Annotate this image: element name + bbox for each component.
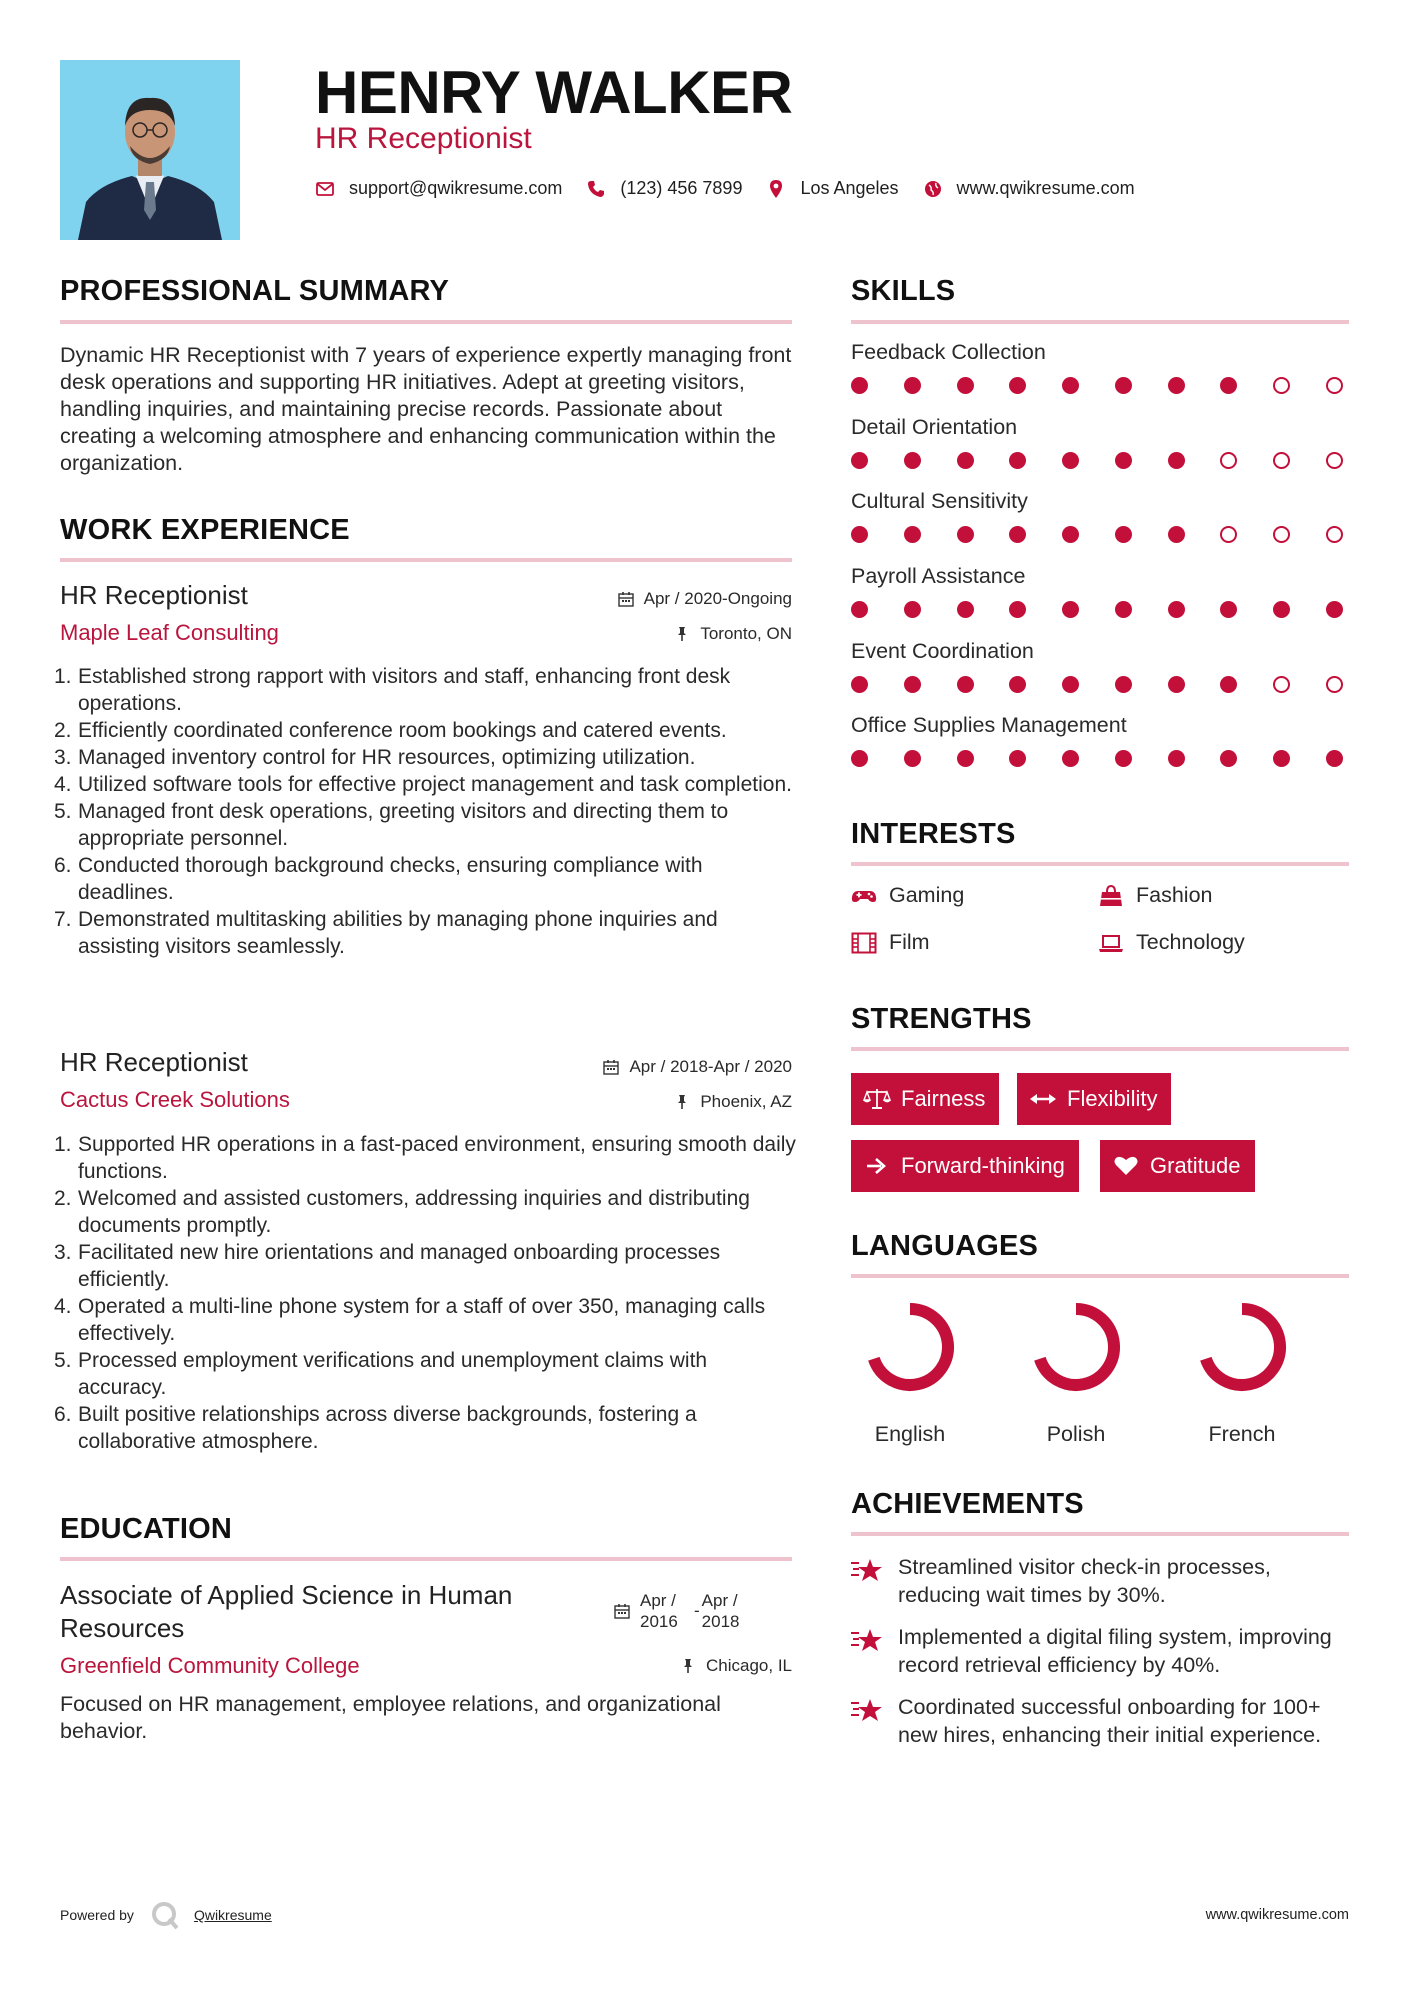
rating-dot-empty	[1326, 377, 1343, 394]
calendar-icon	[603, 1059, 619, 1075]
list-item: 5. Managed front desk operations, greeting visitors and directing them to appropriate personnel.	[54, 800, 729, 850]
job-dates	[603, 1057, 792, 1077]
rating-dot-filled	[851, 526, 868, 543]
balance-scale-icon	[863, 1088, 891, 1110]
gamepad-icon	[851, 885, 877, 907]
list-item: 3. Facilitated new hire orientations and managed onboarding processes efficiently.	[54, 1241, 721, 1291]
rating-dot-filled	[1009, 601, 1026, 618]
education-description: Focused on HR management, employee relations, and organizational behavior.	[60, 1692, 721, 1743]
rating-dot-filled	[1220, 676, 1237, 693]
education-start: Apr / 2016	[640, 1591, 678, 1631]
interest-label: Technology	[1136, 930, 1245, 954]
rating-dot-filled	[1062, 601, 1079, 618]
envelope-icon	[315, 179, 335, 199]
contact-email[interactable]: support@qwikresume.com	[349, 178, 563, 198]
footer-brand-link[interactable]: Qwikresume	[193, 1907, 272, 1923]
contact-website[interactable]: www.qwikresume.com	[956, 178, 1135, 198]
rating-dot-empty	[1273, 452, 1290, 469]
strength-label: Flexibility	[1067, 1086, 1158, 1111]
candidate-role: HR Receptionist	[315, 122, 532, 155]
list-item: 6. Conducted thorough background checks, ensuring compliance with deadlines.	[54, 854, 703, 904]
rating-dot-filled	[1062, 676, 1079, 693]
rating-dot-filled	[1168, 750, 1185, 767]
interest-fashion	[1098, 883, 1213, 908]
achievements-heading: ACHIEVEMENTS	[851, 1488, 1084, 1520]
language-polish	[1011, 1297, 1141, 1447]
skill-row	[851, 713, 1349, 788]
list-item: 1. Supported HR operations in a fast-paced environment, ensuring smooth daily functions.	[54, 1133, 796, 1183]
rating-dot-empty	[1273, 526, 1290, 543]
rating-dot-filled	[1273, 601, 1290, 618]
interests-heading: INTERESTS	[851, 818, 1016, 850]
education-dates	[614, 1590, 750, 1632]
degree-title: Associate of Applied Science in Human Resources	[60, 1580, 513, 1643]
language-english	[845, 1297, 975, 1447]
rating-dot-filled	[957, 526, 974, 543]
list-item: 3. Managed inventory control for HR resources, optimizing utilization.	[54, 746, 696, 769]
list-item: 6. Built positive relationships across diverse backgrounds, fostering a collaborative atmosphere.	[54, 1403, 697, 1453]
rating-dot-filled	[1326, 750, 1343, 767]
rating-dot-filled	[1168, 676, 1185, 693]
rating-dot-filled	[1220, 377, 1237, 394]
rating-dot-filled	[851, 601, 868, 618]
footer-powered-by	[60, 1900, 272, 1930]
skill-row	[851, 489, 1349, 564]
summary-text: Dynamic HR Receptionist with 7 years of experience expertly managing front desk operations and supporting HR initiatives. Adept at greeting visitors, handling inquiries, and maintaining precise records. Passionate about creating a welcoming atmosphere and enhancing communication within the organization.	[60, 343, 792, 475]
rating-dot-filled	[1009, 676, 1026, 693]
arrow-right-icon	[863, 1155, 891, 1177]
rating-dot-filled	[1115, 750, 1132, 767]
rating-dot-filled	[1168, 526, 1185, 543]
language-level-ring	[1026, 1297, 1126, 1397]
job-location	[674, 624, 792, 644]
interest-label: Gaming	[889, 883, 965, 907]
summary-divider	[60, 320, 792, 324]
rating-dot-filled	[1009, 377, 1026, 394]
profile-photo	[60, 60, 240, 240]
rating-dot-filled	[1168, 377, 1185, 394]
list-item: 2. Efficiently coordinated conference room bookings and catered events.	[54, 719, 727, 742]
interest-film	[851, 930, 930, 955]
rating-dot-empty	[1273, 676, 1290, 693]
language-french	[1177, 1297, 1307, 1447]
rating-dot-filled	[1062, 526, 1079, 543]
rating-dot-filled	[1168, 452, 1185, 469]
rating-dot-filled	[957, 676, 974, 693]
pushpin-icon	[674, 1094, 690, 1110]
pushpin-icon	[674, 626, 690, 642]
rating-dot-filled	[904, 601, 921, 618]
globe-icon	[923, 179, 943, 199]
skill-row	[851, 415, 1349, 490]
achievement-text: Streamlined visitor check-in processes, reducing wait times by 30%.	[898, 1555, 1271, 1607]
skill-name: Detail Orientation	[851, 414, 1018, 439]
rating-dot-filled	[1062, 452, 1079, 469]
language-name: French	[1208, 1422, 1276, 1446]
list-item: 1. Established strong rapport with visitors and staff, enhancing front desk operations.	[54, 665, 731, 715]
skill-rating	[851, 526, 1343, 543]
skill-rating	[851, 750, 1343, 767]
skill-rating	[851, 601, 1343, 618]
rating-dot-filled	[957, 601, 974, 618]
shopping-bag-icon	[1098, 885, 1124, 907]
list-item: 7. Demonstrated multitasking abilities by managing phone inquiries and assisting visitors seamlessly.	[54, 908, 718, 958]
skill-name: Feedback Collection	[851, 340, 1046, 364]
languages-divider	[851, 1274, 1349, 1278]
job-dates-text: Apr / 2018-Apr / 2020	[629, 1057, 792, 1076]
list-item: 4. Utilized software tools for effective project management and task completion.	[54, 773, 792, 796]
skill-row	[851, 639, 1349, 714]
contact-location: Los Angeles	[800, 178, 899, 198]
rating-dot-empty	[1326, 676, 1343, 693]
education-heading: EDUCATION	[60, 1513, 233, 1545]
rating-dot-filled	[1273, 750, 1290, 767]
rating-dot-filled	[1115, 676, 1132, 693]
star-medal-icon	[850, 1695, 884, 1725]
job-location-text: Toronto, ON	[700, 624, 792, 643]
rating-dot-filled	[1115, 452, 1132, 469]
achievements-divider	[851, 1532, 1349, 1536]
calendar-icon	[618, 591, 634, 607]
list-item: 5. Processed employment verifications and unemployment claims with accuracy.	[54, 1349, 708, 1399]
rating-dot-filled	[904, 526, 921, 543]
rating-dot-filled	[1115, 377, 1132, 394]
interest-label: Fashion	[1136, 883, 1213, 907]
languages-heading: LANGUAGES	[851, 1230, 1039, 1262]
job-title: HR Receptionist	[60, 580, 248, 610]
achievement-text: Coordinated successful onboarding for 100+ new hires, enhancing their initial experience.	[898, 1695, 1322, 1747]
strength-label: Gratitude	[1150, 1153, 1241, 1178]
job-location	[674, 1092, 792, 1112]
skill-rating	[851, 676, 1343, 693]
achievement-text: Implemented a digital filing system, improving record retrieval efficiency by 40%.	[898, 1625, 1332, 1677]
contact-phone[interactable]: (123) 456 7899	[620, 178, 743, 198]
interest-label: Film	[889, 930, 930, 954]
rating-dot-filled	[1326, 601, 1343, 618]
summary-heading: PROFESSIONAL SUMMARY	[60, 275, 450, 307]
job-dates	[618, 589, 792, 609]
language-name: Polish	[1046, 1422, 1106, 1446]
rating-dot-empty	[1326, 452, 1343, 469]
rating-dot-filled	[1062, 750, 1079, 767]
rating-dot-filled	[1009, 750, 1026, 767]
job-bullets	[54, 663, 798, 960]
rating-dot-filled	[1062, 377, 1079, 394]
rating-dot-filled	[1168, 601, 1185, 618]
education-location	[680, 1656, 792, 1676]
candidate-name: HENRY WALKER	[315, 59, 793, 126]
skill-name: Event Coordination	[851, 638, 1034, 663]
language-level-ring	[1192, 1297, 1292, 1397]
film-icon	[851, 932, 877, 954]
strength-badge-gratitude	[1100, 1140, 1255, 1192]
job-bullets	[54, 1131, 798, 1455]
rating-dot-filled	[1009, 526, 1026, 543]
achievement-item	[850, 1623, 1350, 1679]
footer-website[interactable]: www.qwikresume.com	[1205, 1907, 1349, 1923]
skill-name: Cultural Sensitivity	[851, 489, 1028, 514]
job-title: HR Receptionist	[60, 1047, 248, 1077]
language-name: English	[874, 1422, 946, 1446]
pushpin-icon	[680, 1658, 696, 1674]
rating-dot-filled	[904, 750, 921, 767]
achievement-item	[850, 1693, 1350, 1749]
skill-row	[851, 340, 1349, 415]
heart-icon	[1112, 1155, 1140, 1177]
education-location-text: Chicago, IL	[706, 1656, 792, 1675]
star-medal-icon	[850, 1625, 884, 1655]
skill-row	[851, 564, 1349, 639]
rating-dot-filled	[1009, 452, 1026, 469]
experience-heading: WORK EXPERIENCE	[60, 514, 350, 546]
interests-divider	[851, 862, 1349, 866]
rating-dot-empty	[1220, 526, 1237, 543]
company-name: Cactus Creek Solutions	[60, 1087, 290, 1112]
rating-dot-filled	[851, 452, 868, 469]
rating-dot-filled	[957, 452, 974, 469]
strength-label: Forward-thinking	[901, 1153, 1065, 1178]
school-name: Greenfield Community College	[60, 1653, 360, 1678]
education-end: Apr / 2018	[701, 1591, 740, 1631]
rating-dot-filled	[904, 452, 921, 469]
map-pin-icon	[766, 179, 786, 199]
rating-dot-filled	[851, 750, 868, 767]
rating-dot-filled	[957, 750, 974, 767]
education-divider	[60, 1557, 792, 1561]
skills-heading: SKILLS	[851, 275, 956, 307]
language-level-ring	[860, 1297, 960, 1397]
rating-dot-empty	[1273, 377, 1290, 394]
powered-by-label: Powered by	[60, 1907, 134, 1923]
rating-dot-filled	[851, 676, 868, 693]
qwikresume-logo-icon	[150, 1900, 180, 1930]
laptop-icon	[1098, 932, 1124, 954]
strength-badge-forward-thinking	[851, 1140, 1079, 1192]
list-item: 4. Operated a multi-line phone system for a staff of over 350, managing calls effectively.	[54, 1295, 766, 1345]
contact-bar	[315, 178, 1159, 199]
job-location-text: Phoenix, AZ	[700, 1092, 792, 1111]
date-separator: -	[694, 1601, 700, 1620]
rating-dot-empty	[1326, 526, 1343, 543]
rating-dot-filled	[1115, 526, 1132, 543]
interest-gaming	[851, 883, 964, 908]
skill-name: Payroll Assistance	[851, 564, 1026, 589]
company-name: Maple Leaf Consulting	[60, 620, 279, 645]
rating-dot-filled	[957, 377, 974, 394]
skill-rating	[851, 452, 1343, 469]
strengths-heading: STRENGTHS	[851, 1003, 1032, 1035]
rating-dot-filled	[851, 377, 868, 394]
strengths-divider	[851, 1047, 1349, 1051]
skills-list	[851, 340, 1349, 788]
achievement-item	[850, 1553, 1350, 1609]
skill-name: Office Supplies Management	[851, 713, 1127, 738]
strength-label: Fairness	[901, 1086, 986, 1111]
phone-icon	[586, 179, 606, 199]
calendar-icon	[614, 1603, 630, 1619]
list-item: 2. Welcomed and assisted customers, addressing inquiries and distributing documents promptly.	[54, 1187, 750, 1237]
rating-dot-filled	[1115, 601, 1132, 618]
rating-dot-filled	[904, 377, 921, 394]
skills-divider	[851, 320, 1349, 324]
job-dates-text: Apr / 2020-Ongoing	[643, 589, 792, 608]
rating-dot-filled	[904, 676, 921, 693]
interest-technology	[1098, 930, 1245, 955]
star-medal-icon	[850, 1555, 884, 1585]
rating-dot-filled	[1220, 750, 1237, 767]
rating-dot-filled	[1220, 601, 1237, 618]
experience-divider	[60, 558, 792, 562]
strength-badge-flexibility	[1017, 1073, 1171, 1125]
rating-dot-empty	[1220, 452, 1237, 469]
skill-rating	[851, 377, 1343, 394]
strength-badge-fairness	[851, 1073, 999, 1125]
arrows-horizontal-icon	[1029, 1088, 1057, 1110]
